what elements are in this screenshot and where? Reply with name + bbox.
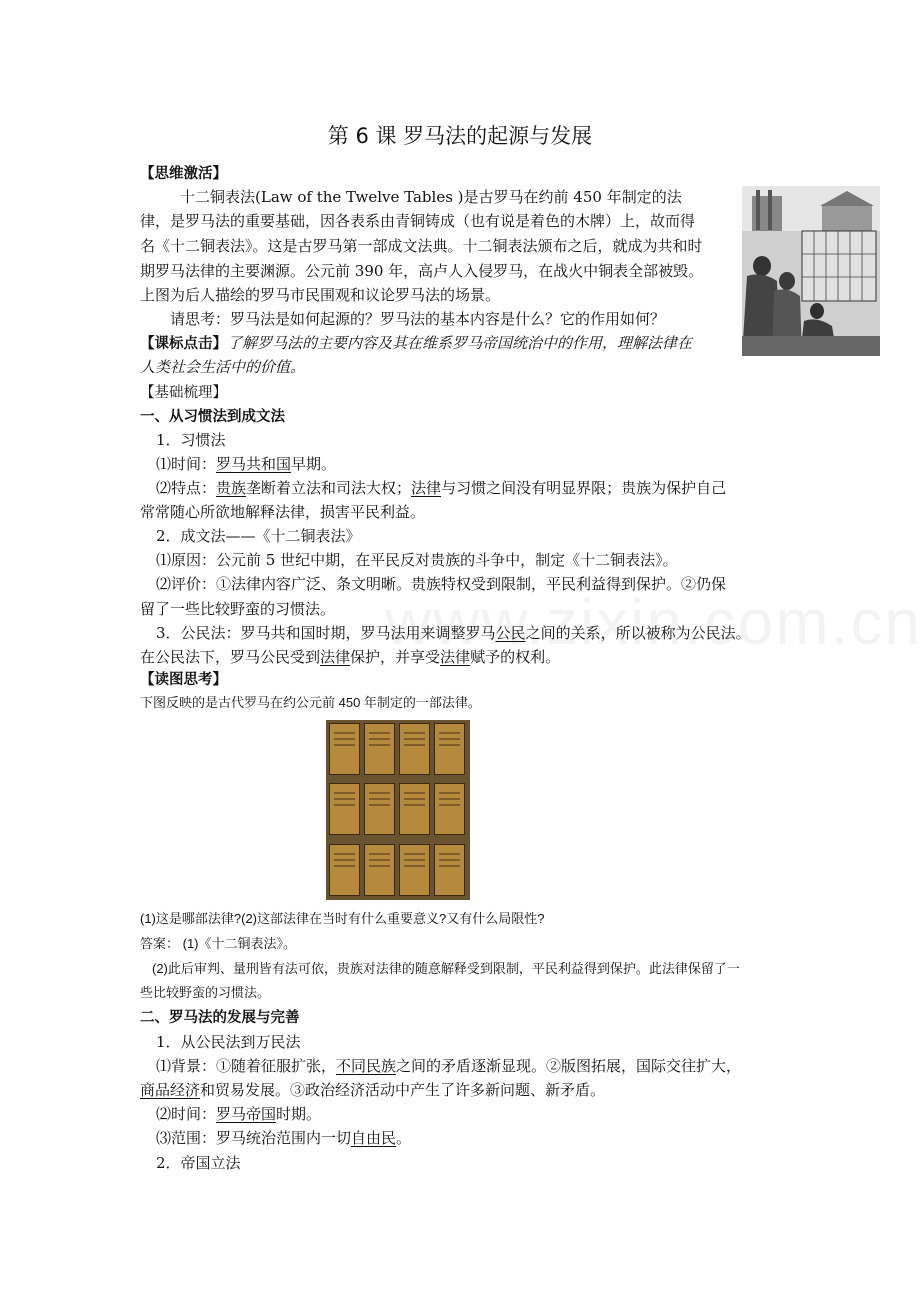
part2-background: ⑴背景：①随着征服扩张，不同民族之间的矛盾逐渐显现。②版图拓展，国际交往扩大，	[156, 1057, 742, 1075]
read-pic-intro: 下图反映的是古代罗马在约公元前 450 年制定的一部法律。	[140, 695, 481, 710]
read-pic-answer-1: 答案： (1)《十二铜表法》。	[140, 936, 297, 951]
tablet-6	[364, 783, 395, 835]
roman-citizens-illustration	[742, 186, 880, 356]
part1-s1-feature: ⑵特点：贵族垄断着立法和司法大权；法律与习惯之间没有明显界限；贵族为保护自己	[156, 479, 727, 497]
page-title: 第 6 课 罗马法的起源与发展	[327, 124, 593, 148]
part2-s2: 2．帝国立法	[156, 1154, 241, 1172]
part1-heading: 一、从习惯法到成文法	[140, 409, 285, 425]
part1-s3-line2: 在公民法下，罗马公民受到法律保护，并享受法律赋予的权利。	[140, 648, 561, 666]
thinking-line-4: 期罗马法律的主要渊源。公元前 390 年，高卢人入侵罗马，在战火中铜表全部被毁。	[140, 262, 704, 280]
tablet-9	[329, 844, 360, 896]
twelve-tables-image	[326, 720, 470, 900]
read-pic-question: (1)这是哪部法律?(2)这部法律在当时有什么重要意义?又有什么局限性?	[140, 911, 545, 926]
part1-s1-time: ⑴时间：罗马共和国早期。	[156, 455, 337, 473]
tablet-7	[399, 783, 430, 835]
read-pic-answer-3: 些比较野蛮的习惯法。	[140, 985, 271, 1000]
curriculum-heading: 【课标点击】	[140, 336, 227, 352]
curriculum-line-1	[140, 332, 692, 353]
thinking-line-3: 名《十二铜表法》。这是古罗马第一部成文法典。十二铜表法颁布之后，就成为共和时	[140, 237, 703, 255]
part2-time: ⑵时间：罗马帝国时期。	[156, 1105, 322, 1123]
part1-s1: 1．习惯法	[156, 431, 226, 449]
tablet-4	[434, 723, 465, 775]
part2-s1: 1．从公民法到万民法	[156, 1033, 301, 1051]
thinking-line-2: 律，是罗马法的重要基础，因各表系由青铜铸成（也有说是着色的木牌）上，故而得	[140, 212, 696, 230]
basics-heading: 【基础梳理】	[140, 385, 227, 401]
part2-scope: ⑶范围：罗马统治范围内一切自由民。	[156, 1129, 412, 1147]
tablet-8	[434, 783, 465, 835]
part2-background-2: 商品经济和贸易发展。③政治经济活动中产生了许多新问题、新矛盾。	[140, 1081, 606, 1099]
tablet-2	[364, 723, 395, 775]
thinking-line-5: 上图为后人描绘的罗马市民围观和议论罗马法的场景。	[140, 286, 501, 304]
part2-heading: 二、罗马法的发展与完善	[140, 1010, 300, 1026]
section-thinking-heading: 【思维激活】	[140, 166, 227, 182]
curriculum-text-1: 了解罗马法的主要内容及其在维系罗马帝国统治中的作用，理解法律在	[227, 334, 693, 352]
curriculum-line-2: 人类社会生活中的价值。	[140, 358, 306, 376]
part1-s2-reason: ⑴原因：公元前 5 世纪中期，在平民反对贵族的斗争中，制定《十二铜表法》。	[156, 551, 678, 569]
tablet-3	[399, 723, 430, 775]
tablet-5	[329, 783, 360, 835]
part1-s3: 3．公民法：罗马共和国时期，罗马法用来调整罗马公民之间的关系，所以被称为公民法。	[156, 624, 751, 642]
part1-s2-eval: ⑵评价：①法律内容广泛、条文明晰。贵族特权受到限制，平民利益得到保护。②仍保	[156, 575, 727, 593]
part1-s2: 2．成文法——《十二铜表法》	[156, 527, 361, 545]
tablet-12	[434, 844, 465, 896]
tablet-11	[399, 844, 430, 896]
read-pic-heading: 【读图思考】	[140, 672, 227, 688]
part1-s2-eval-2: 留了一些比较野蛮的习惯法。	[140, 600, 336, 618]
thinking-question: 请思考：罗马法是如何起源的？罗马法的基本内容是什么？它的作用如何？	[170, 310, 666, 328]
tablet-10	[364, 844, 395, 896]
thinking-line-1: 十二铜表法(Law of the Twelve Tables )是古罗马在约前 450 年制定的法	[180, 188, 682, 206]
read-pic-answer-2: (2)此后审判、量刑皆有法可依，贵族对法律的随意解释受到限制，平民利益得到保护。此法律保留了一	[152, 961, 740, 976]
part1-s1-feature-2: 常常随心所欲地解释法律，损害平民利益。	[140, 503, 426, 521]
tablet-1	[329, 723, 360, 775]
